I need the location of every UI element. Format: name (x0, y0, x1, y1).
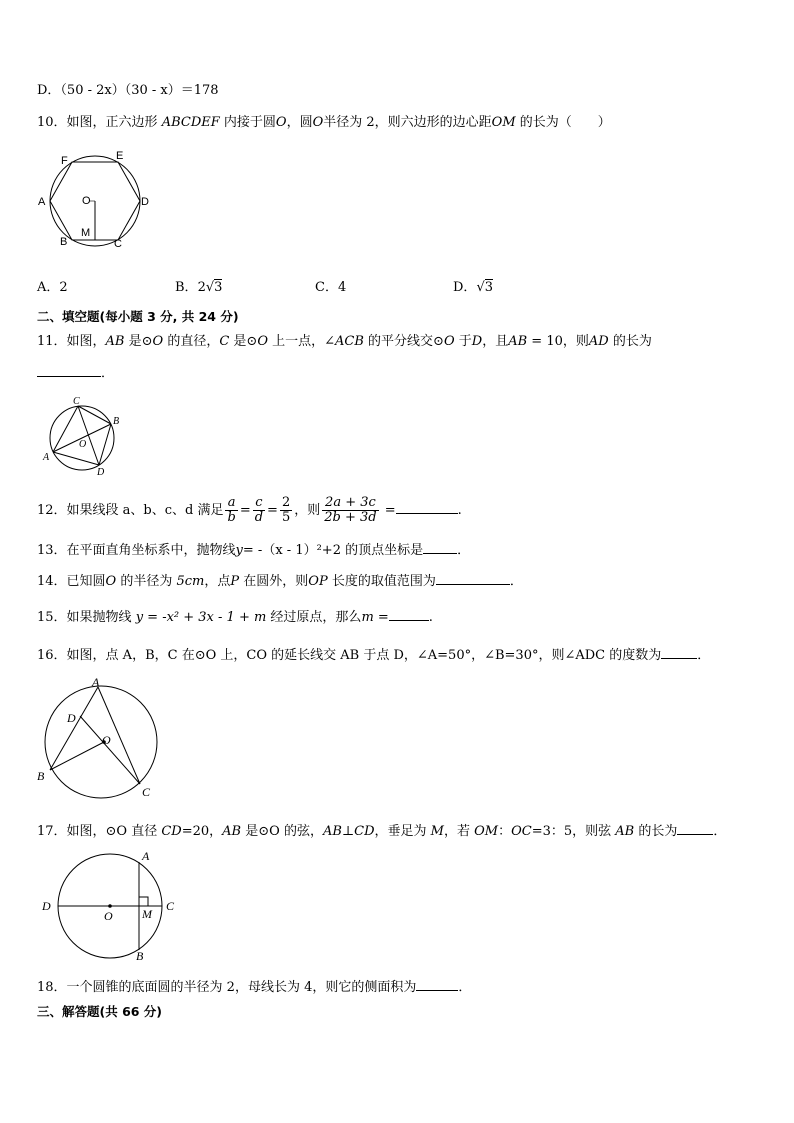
q10-choice-a: A．2 (37, 280, 68, 295)
q10-choice-b: B．2√3 (175, 280, 223, 295)
q10-stem: 10．如图，正六边形 ABCDEF 内接于圆O，圆O半径为 2，则六边形的边心距OM 的长为（ ） (37, 115, 611, 130)
q11-stem: 11．如图，AB 是⊙O 的直径，C 是⊙O 上一点，∠ACB 的平分线交⊙O 于D，且AB = 10，则AD 的长为 (37, 334, 652, 349)
label-a: A (92, 675, 100, 689)
q17-circle-diagram (36, 846, 186, 966)
answer-blank[interactable] (436, 572, 510, 585)
label-a: A (38, 196, 46, 208)
q15-stem: 15．如果抛物线 y = -x² + 3x - 1 + m 经过原点，那么m = . (37, 610, 433, 625)
sqrt-sign: √ (476, 280, 485, 295)
fraction-expression: $\frac{2a + 3c}{2b + 3d}$ (324, 495, 377, 525)
label-o: O (104, 909, 113, 923)
label-a: A (43, 452, 50, 463)
answer-blank[interactable] (677, 822, 713, 835)
label-o: O (79, 439, 87, 450)
label-o: O (102, 733, 111, 747)
answer-blank[interactable] (661, 646, 697, 659)
label-c: C (166, 899, 175, 913)
q10-choice-d: D．√3 (453, 280, 494, 295)
answer-blank[interactable] (423, 541, 457, 554)
label-d: D (97, 467, 105, 478)
label-c: C (73, 396, 80, 407)
sqrt-sign: √ (205, 280, 215, 295)
label-b: B (37, 769, 45, 783)
label-d: D (141, 196, 149, 208)
hexagon-diagram (36, 148, 156, 254)
q16-circle-diagram (34, 676, 164, 806)
q17-stem: 17．如图，⊙O 直径 CD=20，AB 是⊙O 的弦，AB⊥CD，垂足为 M，若 OM：OC=3：5，则弦 AB 的长为 ． (37, 824, 727, 839)
q10-choice-c: C．4 (315, 280, 347, 295)
label-b: B (60, 236, 68, 248)
section-2-heading: 二、填空题(每小题 3 分, 共 24 分) (37, 309, 239, 324)
fraction-c-over-d: $\frac{c}{d}$ (254, 495, 264, 525)
label-c: C (114, 238, 122, 250)
label-o: O (82, 195, 91, 207)
label-m: M (81, 227, 91, 239)
label-b: B (113, 416, 120, 427)
label-m: M (142, 907, 152, 921)
answer-blank[interactable] (396, 501, 458, 514)
section-3-heading: 三、解答题(共 66 分) (37, 1004, 163, 1019)
label-e: E (116, 150, 124, 162)
q14-stem: 14．已知圆O 的半径为 5cm，点P 在圆外，则OP 长度的取值范围为 ． (37, 574, 523, 589)
label-b: B (136, 949, 144, 963)
fraction-2-over-5: $\frac{2}{5}$ (281, 495, 291, 525)
answer-blank[interactable] (416, 978, 458, 991)
q11-answer: ． (37, 364, 114, 383)
q12-stem: 12．如果线段 a、b、c、d 满足 $\frac{a}{b}$ = $\frac{c}{d}$ = $\frac{2}{5}$ ，则 $\frac{2a + 3c}{2b + 3d}$ = . (37, 495, 462, 525)
label-d: D (67, 711, 76, 725)
q18-stem: 18．一个圆锥的底面圆的半径为 2，母线长为 4，则它的侧面积为 ． (37, 980, 472, 995)
label-f: F (61, 155, 68, 167)
q16-stem: 16．如图，点 A，B，C 在⊙O 上，CO 的延长线交 AB 于点 D，∠A=50°，∠B=30°，则∠ADC 的度数为 ． (37, 648, 711, 663)
q13-stem: 13．在平面直角坐标系中，抛物线y= -（x - 1）²+2 的顶点坐标是 ． (37, 543, 471, 558)
label-c: C (142, 785, 151, 799)
q9-option-d: D．（50 - 2x）（30 - x）＝178 (37, 83, 219, 98)
fraction-a-over-b: $\frac{a}{b}$ (227, 495, 236, 525)
answer-blank[interactable] (37, 364, 101, 377)
label-d: D (42, 899, 51, 913)
q11-circle-diagram (40, 396, 130, 476)
label-a: A (142, 849, 150, 863)
answer-blank[interactable] (389, 608, 429, 621)
